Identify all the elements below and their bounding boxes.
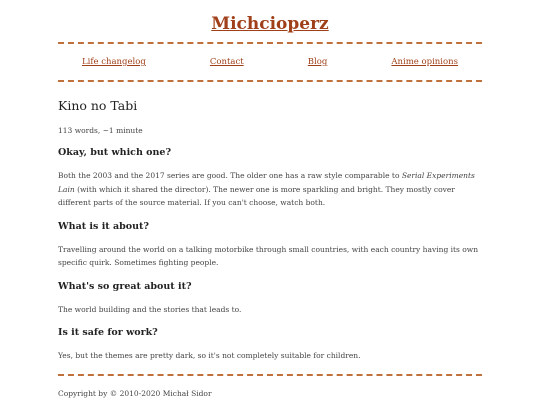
nav-link-blog[interactable]: Blog <box>307 57 328 67</box>
site-title-link[interactable]: Michcioperz <box>211 14 329 34</box>
section-heading-about: What is it about? <box>58 220 149 232</box>
series-title-emphasis: Serial Experiments Lain <box>58 171 475 194</box>
section-heading-sfw: Is it safe for work? <box>58 327 158 338</box>
section-text-part: Both the 2003 and the 2017 series are good. The older one has a raw style comparable to <box>58 171 402 180</box>
nav-link-life-changelog[interactable]: Life changelog <box>82 57 146 67</box>
site-footer <box>58 376 482 401</box>
section-text-part: (with which it shared the director). The newer one is more sparkling and bright. They mostly cover different parts of the source material. If you can't choose, watch both. <box>58 184 455 207</box>
section-text-sfw: Yes, but the themes are pretty dark, so it's not completely suitable for children. <box>58 351 361 360</box>
page-title: Kino no Tabi <box>58 98 138 113</box>
section-text-which-one <box>58 169 482 210</box>
section-text-great: The world building and the stories that leads to. <box>58 304 242 314</box>
page-container <box>58 0 482 400</box>
copyright-text: Copyright by © 2010-2020 Michał Sidor <box>58 388 212 398</box>
section-heading-which-one: Okay, but which one? <box>58 147 172 158</box>
nav-link-contact[interactable]: Contact <box>209 57 244 67</box>
main-nav <box>58 44 482 80</box>
word-count-meta: 113 words, ~1 minute <box>58 126 143 135</box>
nav-link-anime-opinions[interactable]: Anime opinions <box>391 57 458 67</box>
section-text-about: Travelling around the world on a talking motorbike through small countries, with each country having its own specific quirk. Sometimes fighting people. <box>58 244 479 267</box>
section-heading-great: What's so great about it? <box>58 280 192 292</box>
article <box>58 82 482 363</box>
site-header <box>58 0 482 42</box>
